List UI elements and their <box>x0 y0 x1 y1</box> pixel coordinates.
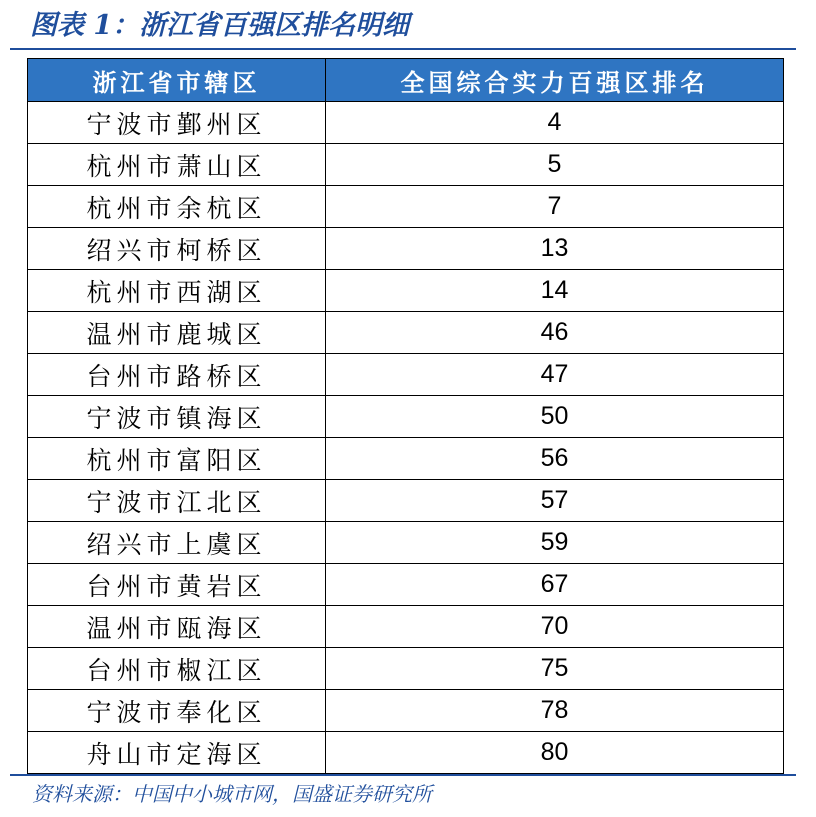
district-cell: 台州市黄岩区 <box>28 564 326 606</box>
table-row <box>28 354 784 396</box>
table-row <box>28 480 784 522</box>
district-ranking-table <box>27 58 784 774</box>
rank-cell: 75 <box>326 648 784 690</box>
rank-cell: 80 <box>326 732 784 774</box>
rank-cell: 70 <box>326 606 784 648</box>
column-header-district: 浙江省市辖区 <box>28 59 326 102</box>
district-cell: 绍兴市上虞区 <box>28 522 326 564</box>
rank-cell: 57 <box>326 480 784 522</box>
district-cell: 舟山市定海区 <box>28 732 326 774</box>
district-cell: 杭州市余杭区 <box>28 186 326 228</box>
district-cell: 杭州市萧山区 <box>28 144 326 186</box>
column-header-rank: 全国综合实力百强区排名 <box>326 59 784 102</box>
figure-title: 图表 1：浙江省百强区排名明细 <box>30 10 410 41</box>
rank-cell: 7 <box>326 186 784 228</box>
table-header-row <box>28 59 784 102</box>
title-divider <box>10 48 796 50</box>
table-row <box>28 732 784 774</box>
district-cell: 杭州市富阳区 <box>28 438 326 480</box>
rank-cell: 4 <box>326 102 784 144</box>
district-cell: 温州市鹿城区 <box>28 312 326 354</box>
table-row <box>28 396 784 438</box>
district-cell: 绍兴市柯桥区 <box>28 228 326 270</box>
rank-cell: 59 <box>326 522 784 564</box>
district-cell: 台州市椒江区 <box>28 648 326 690</box>
table-row <box>28 438 784 480</box>
district-cell: 台州市路桥区 <box>28 354 326 396</box>
rank-cell: 13 <box>326 228 784 270</box>
table-row <box>28 102 784 144</box>
rank-cell: 67 <box>326 564 784 606</box>
rank-cell: 50 <box>326 396 784 438</box>
table-row <box>28 312 784 354</box>
district-cell: 宁波市鄞州区 <box>28 102 326 144</box>
rank-cell: 78 <box>326 690 784 732</box>
table-row <box>28 690 784 732</box>
rank-cell: 46 <box>326 312 784 354</box>
table-row <box>28 648 784 690</box>
table-row <box>28 522 784 564</box>
rank-cell: 5 <box>326 144 784 186</box>
source-note: 资料来源：中国中小城市网，国盛证券研究所 <box>32 782 432 806</box>
district-cell: 宁波市江北区 <box>28 480 326 522</box>
table-row <box>28 270 784 312</box>
table-row <box>28 606 784 648</box>
table-row <box>28 228 784 270</box>
table-row <box>28 564 784 606</box>
rank-cell: 47 <box>326 354 784 396</box>
district-cell: 杭州市西湖区 <box>28 270 326 312</box>
district-cell: 宁波市镇海区 <box>28 396 326 438</box>
rank-cell: 56 <box>326 438 784 480</box>
district-cell: 温州市瓯海区 <box>28 606 326 648</box>
rank-cell: 14 <box>326 270 784 312</box>
table-row <box>28 144 784 186</box>
table-row <box>28 186 784 228</box>
district-cell: 宁波市奉化区 <box>28 690 326 732</box>
footer-divider <box>10 774 796 776</box>
